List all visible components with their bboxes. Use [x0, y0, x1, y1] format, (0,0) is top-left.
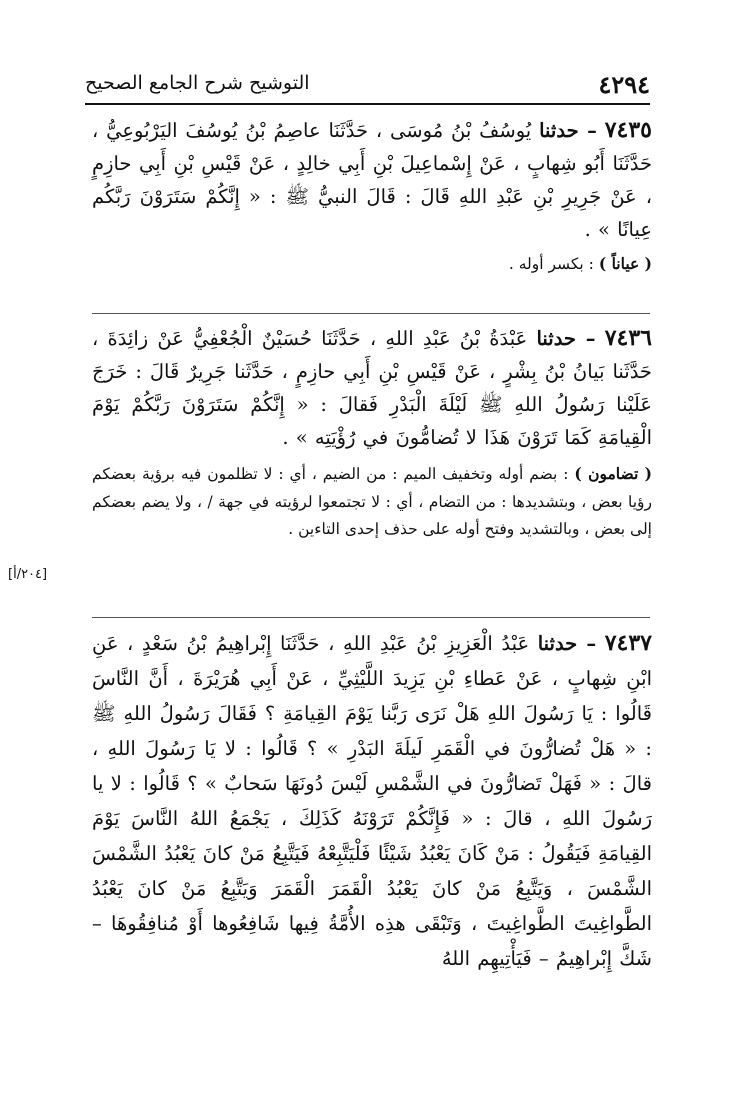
hadith-text: عَبْدَةُ بْنُ عَبْدِ اللهِ ، حَدَّثَنَا حُسَيْنٌ الْجُعْفِيُّ عَنْ زائِدَةَ ، حَدَّثَنا بَيانُ بْنُ بِشْرٍ ، عَنْ قَيْسِ بْنِ أَبِي حازِمٍ ، حَدَّثَنا جَرِيرٌ قَالَ : خَرَجَ عَلَيْنا رَسُولُ اللهِ ﷺ لَيْلَةَ الْبَدْرِ فَقالَ : « إِنَّكُمْ سَتَرَوْنَ رَبَّكُمْ يَوْمَ الْقِيامَةِ كَمَا تَرَوْنَ هَذَا لا تُضامُّونَ في رُؤْيَتِه » . — [92, 327, 652, 449]
page-number: ٤٢٩٤ — [598, 70, 650, 99]
running-title: التوشيح شرح الجامع الصحيح — [85, 72, 310, 94]
hadith-text: يُوسُفُ بْنُ مُوسَى ، حَدَّثَنَا عاصِمُ بْنُ يُوسُفَ اليَرْبُوعِيُّ ، حَدَّثَنَا أَبُو شِهابٍ ، عَنْ إِسْماعِيلَ بْنِ أَبِي خالِدٍ ، عَنْ قَيْسِ بْنِ أَبِي حازِمٍ ، عَنْ جَرِيرِ بْنِ عَبْدِ اللهِ قَالَ : قَالَ النبيُّ ﷺ : « إِنَّكُمْ سَتَرَوْنَ رَبَّكُم عِيانًا » . — [92, 119, 652, 241]
header-rule — [85, 103, 650, 105]
hadith-lead: – حدثنا — [539, 119, 597, 142]
page-header — [85, 62, 650, 102]
hadith-7435 — [92, 114, 652, 279]
hadith-lead: – حدثنا — [536, 327, 596, 350]
hadith-text: عَبْدُ الْعَزِيزِ بْنُ عَبْدِ اللهِ ، حَدَّثَنَا إِبْراهِيمُ بْنُ سَعْدٍ ، عَنِ ابْنِ شِهابٍ ، عَنْ عَطاءِ بْنِ يَزِيدَ اللَّيْثِيِّ ، عَنْ أَبِي هُرَيْرَةَ ، أَنَّ النَّاسَ قَالُوا : يَا رَسُولَ اللهِ هَلْ نَرَى رَبَّنا يَوْمَ القِيامَةِ ؟ فَقَالَ رَسُولُ اللهِ ﷺ : « هَلْ تُضارُّونَ في الْقَمَرِ لَيلَةَ البَدْرِ » ؟ قَالُوا : لا يَا رَسُولَ اللهِ ، قالَ : « فَهَلْ تَضارُّونَ في الشَّمْسِ لَيْسَ دُونَهَا سَحابٌ » ؟ قَالُوا : لا يا رَسُولَ اللهِ ، قالَ : « فَإِنَّكُمْ تَرَوْنَهُ كَذَلِكَ ، يَجْمَعُ اللهُ النَّاسَ يَوْمَ القِيامَةِ فَيَقُولُ : مَنْ كَانَ يَعْبُدُ شَيْئًا فَلْيَتَّبِعْهُ فَيَتَّبِعُ مَنْ كانَ يَعْبُدُ الشَّمْسَ الشَّمْسَ ، وَيَتَّبِعُ مَنْ كانَ يَعْبُدُ الْقَمَرَ الْقَمَرَ وَيَتَّبِعُ مَنْ كانَ يَعْبُدُ الطَّواغِيتَ الطَّواغِيتَ ، وَتَبْقَى هذِه الأُمَّةُ فِيها شَافِعُوها أَوْ مُنافِقُوهَا – شَكَّ إِبْراهِيمُ – فَيَأْتِيهِم اللهُ — [92, 632, 652, 970]
hadith-7436 — [92, 322, 652, 544]
note-term: ( تضامون ) — [574, 464, 652, 483]
commentary-note — [92, 460, 652, 544]
note-text: : بضم أوله وتخفيف الميم : من الضيم ، أي : لا تظلمون فيه برؤية بعضكم رؤيا بعض ، وبتشديدها : من التضام ، أي : لا تجتمعوا لرؤيته في جهة / ، ولا يضم بعضكم إلى بعض ، وبالتشديد وفتح أوله على حذف إحدى التاءين . — [92, 465, 652, 538]
hadith-number: ٧٤٣٦ — [604, 325, 652, 351]
hadith-number: ٧٤٣٥ — [604, 117, 652, 143]
manuscript-folio-ref: [٢٠٤/أ] — [8, 567, 48, 582]
note-term: ( عياناً ) — [598, 254, 652, 273]
hadith-number: ٧٤٣٧ — [604, 630, 652, 656]
hadith-lead: – حدثنا — [537, 632, 597, 655]
commentary-note — [92, 250, 652, 279]
hadith-paragraph — [92, 114, 652, 246]
hadith-paragraph — [92, 322, 652, 454]
note-text: : بكسر أوله . — [508, 255, 594, 273]
section-divider — [92, 617, 650, 618]
section-divider — [92, 313, 650, 314]
hadith-paragraph — [92, 626, 652, 976]
hadith-7437 — [92, 626, 652, 976]
